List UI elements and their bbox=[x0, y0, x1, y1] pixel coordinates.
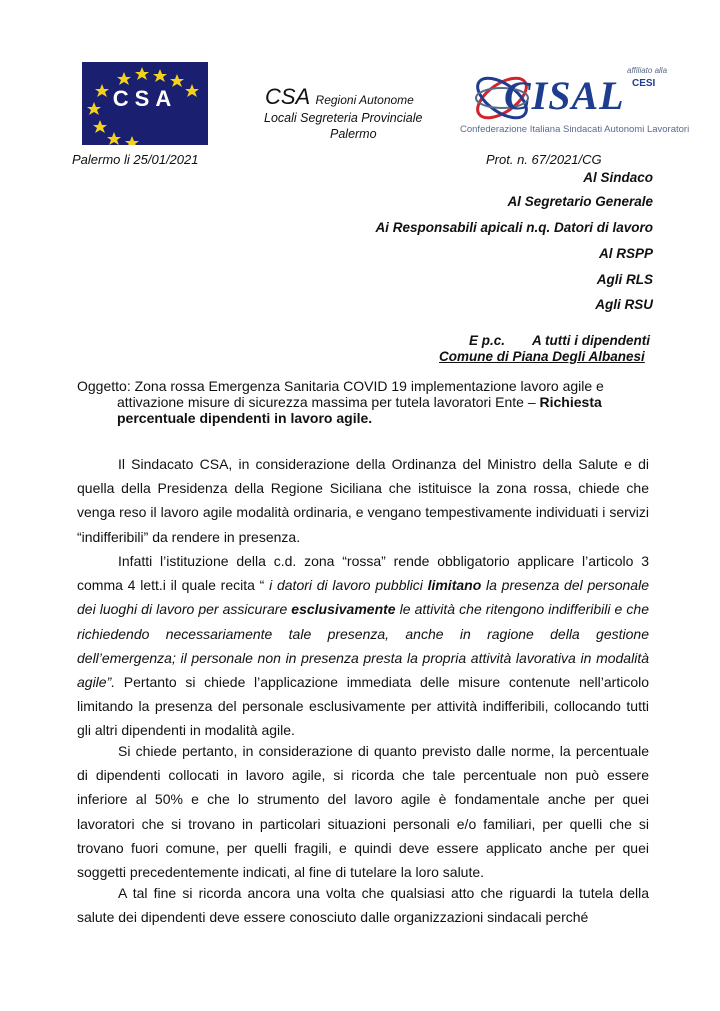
cisal-cesi: CESI bbox=[632, 78, 656, 89]
recipient-rsu: Agli RSU bbox=[595, 297, 653, 312]
subject-line-3: percentuale dipendenti in lavoro agile. bbox=[117, 410, 373, 426]
org-title-sub: Regioni Autonome bbox=[315, 93, 414, 107]
org-title-main: CSA bbox=[265, 84, 310, 109]
org-title bbox=[265, 84, 414, 110]
cc-entity: Comune di Piana Degli Albanesi bbox=[439, 349, 645, 364]
recipient-responsabili: Ai Responsabili apicali n.q. Datori di lavoro bbox=[375, 220, 653, 235]
cisal-affiliation: affiliato alla bbox=[627, 66, 668, 75]
cc-block bbox=[469, 333, 650, 348]
recipient-sindaco: Al Sindaco bbox=[583, 170, 653, 185]
place-date: Palermo li 25/01/2021 bbox=[72, 152, 199, 167]
cc-label: E p.c. bbox=[469, 333, 506, 348]
recipient-rspp: Al RSPP bbox=[598, 246, 653, 261]
cisal-logo-text: CISAL bbox=[504, 73, 625, 118]
paragraph-2 bbox=[77, 549, 649, 743]
p2-quote-c: le attività che ritengono indifferibili e che richiedendo necessariamente tale presenza, anche in ragione della gestione dell’emergenza; il personale non in presenza presta la propria attività lavorativa in modalità agile”. bbox=[77, 601, 649, 691]
p2-intro: Infatti l’istituzione della c.d. zona “rossa” rende obbligatorio applicare l’articolo 3 comma 4 lett.i il quale recita “ bbox=[77, 553, 649, 594]
p2-quote-esclusivamente: esclusivamente bbox=[291, 601, 396, 618]
subject-line-1: Oggetto: Zona rossa Emergenza Sanitaria COVID 19 implementazione lavoro agile e bbox=[77, 378, 604, 394]
cisal-logo bbox=[460, 60, 690, 144]
csa-logo-text: CSA bbox=[112, 86, 178, 111]
p2-request: Pertanto si chiede l’applicazione immediata delle misure contenute nell’articolo limitando la presenza del personale esclusivamente per attività indifferibili, collocando tutti gli altri dipendenti in modalità agile. bbox=[77, 674, 649, 739]
paragraph-3: Si chiede pertanto, in considerazione di quanto previsto dalle norme, la percentuale di dipendenti collocati in lavoro agile, si ricorda che tale percentuale non può essere inferiore al 50% e che lo strumento del lavoro agile è fondamentale anche per quei lavoratori che si trovano in particolari situazioni personali e/o familiari, per quelli che si trovano fuori comune, per quelli fragili, e quindi deve essere applicato anche per quei soggetti precedentemente indicati, al fine di tutelare la loro salute. bbox=[77, 743, 649, 881]
recipient-segretario: Al Segretario Generale bbox=[507, 194, 653, 209]
org-city: Palermo bbox=[330, 127, 377, 141]
subject-request: Richiesta bbox=[539, 394, 602, 410]
paragraph-1: Il Sindacato CSA, in considerazione della Ordinanza del Ministro della Salute e di quella della Presidenza della Regione Siciliana che istituisce la zona rossa, chiede che venga reso il lavoro agile modalità ordinaria, e vengano tempestivamente individuati i servizi “indifferibili” da rendere in presenza. bbox=[77, 456, 649, 545]
recipient-rls: Agli RLS bbox=[596, 272, 653, 287]
cisal-caption: Confederazione Italiana Sindacati Autonomi Lavoratori bbox=[460, 124, 690, 135]
csa-logo bbox=[82, 62, 208, 145]
protocol-number: Prot. n. 67/2021/CG bbox=[486, 152, 602, 167]
subject-line-2 bbox=[117, 394, 602, 410]
org-subtitle: Locali Segreteria Provinciale bbox=[264, 111, 423, 125]
p2-quote-a: i datori di lavoro pubblici bbox=[269, 577, 428, 594]
cc-recipient: A tutti i dipendenti bbox=[532, 333, 651, 348]
p2-quote-b: la presenza del personale dei luoghi di lavoro per assicurare bbox=[77, 577, 649, 618]
subject-line-2-text: attivazione misure di sicurezza massima per tutela lavoratori Ente – bbox=[117, 394, 540, 410]
paragraph-4: A tal fine si ricorda ancora una volta che qualsiasi atto che riguardi la tutela della salute dei dipendenti deve essere conosciuto dalle organizzazioni sindacali perché bbox=[77, 885, 649, 926]
p2-quote-limitano: limitano bbox=[427, 577, 482, 594]
